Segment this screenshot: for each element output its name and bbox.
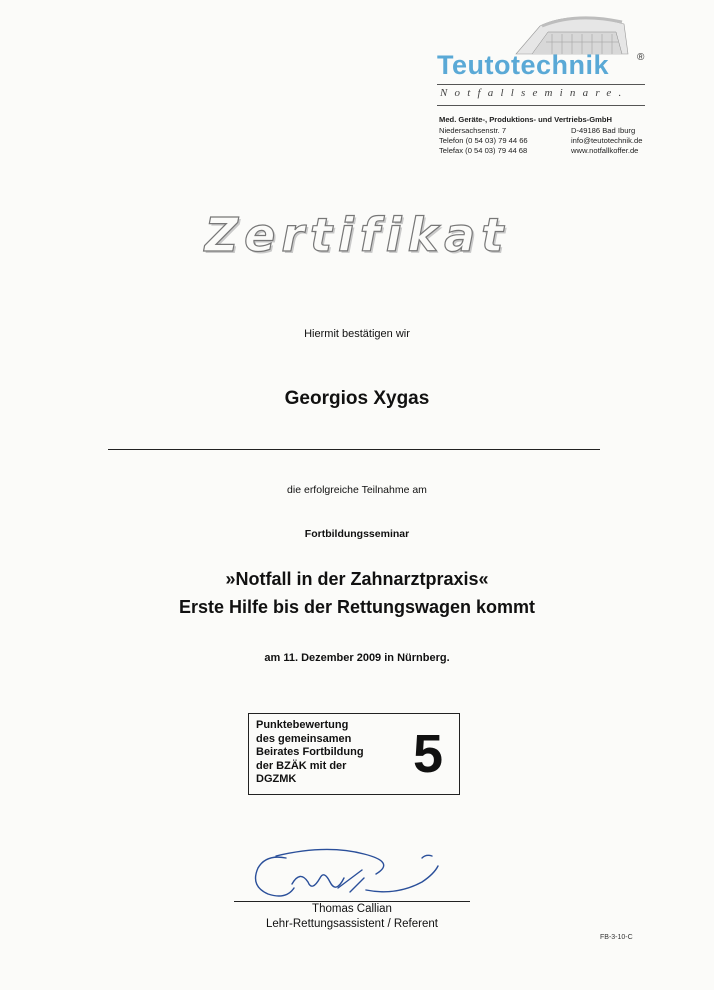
course-subtitle: Erste Hilfe bis der Rettungswagen kommt xyxy=(178,597,536,617)
intro-text: Hiermit bestätigen wir xyxy=(304,328,410,340)
seminar-label: Fortbildungsseminar xyxy=(304,528,410,540)
points-box xyxy=(248,713,460,795)
recipient-name: Georgios Xygas xyxy=(284,388,430,409)
points-label-line: der BZÄK mit der xyxy=(256,759,347,772)
points-label-line: des gemeinsamen xyxy=(256,732,352,745)
logo-divider-top xyxy=(437,84,645,85)
address-street: Niedersachsenstr. 7 xyxy=(439,126,507,135)
certificate-title: Zertifikat xyxy=(204,208,510,262)
signatory-role: Lehr-Rettungsassistent / Referent xyxy=(266,918,438,930)
signature-line xyxy=(234,901,470,902)
logo-divider-bottom xyxy=(437,105,645,106)
points-value: 5 xyxy=(413,724,444,784)
form-code: FB-3-10-C xyxy=(600,934,633,941)
course-title: »Notfall in der Zahnarztpraxis« xyxy=(225,569,489,589)
logo-tagline: Notfallseminare. xyxy=(440,87,629,99)
participation-text: die erfolgreiche Teilnahme am xyxy=(287,484,427,496)
logo-brand-name: Teutotechnik xyxy=(437,50,610,80)
address-city: D-49186 Bad Iburg xyxy=(571,126,636,135)
date-location: am 11. Dezember 2009 in Nürnberg. xyxy=(264,652,450,664)
signatory-name: Thomas Callian xyxy=(312,903,392,915)
points-label-line: DGZMK xyxy=(256,773,297,786)
handwritten-signature xyxy=(246,848,446,906)
points-label-line: Punktebewertung xyxy=(256,719,349,731)
registered-mark: ® xyxy=(637,52,645,63)
name-underline xyxy=(108,449,600,450)
points-label-line: Beirates Fortbildung xyxy=(256,746,364,759)
company-name: Med. Geräte-, Produktions- und Vertriebs-GmbH xyxy=(439,115,612,124)
points-label xyxy=(256,719,406,787)
address-right-block xyxy=(571,126,642,156)
address-website: www.notfallkoffer.de xyxy=(571,146,639,155)
address-phone: Telefon (0 54 03) 79 44 66 xyxy=(439,136,528,145)
address-email: info@teutotechnik.de xyxy=(571,136,643,145)
address-left-block xyxy=(439,126,528,156)
address-fax: Telefax (0 54 03) 79 44 68 xyxy=(439,146,528,155)
